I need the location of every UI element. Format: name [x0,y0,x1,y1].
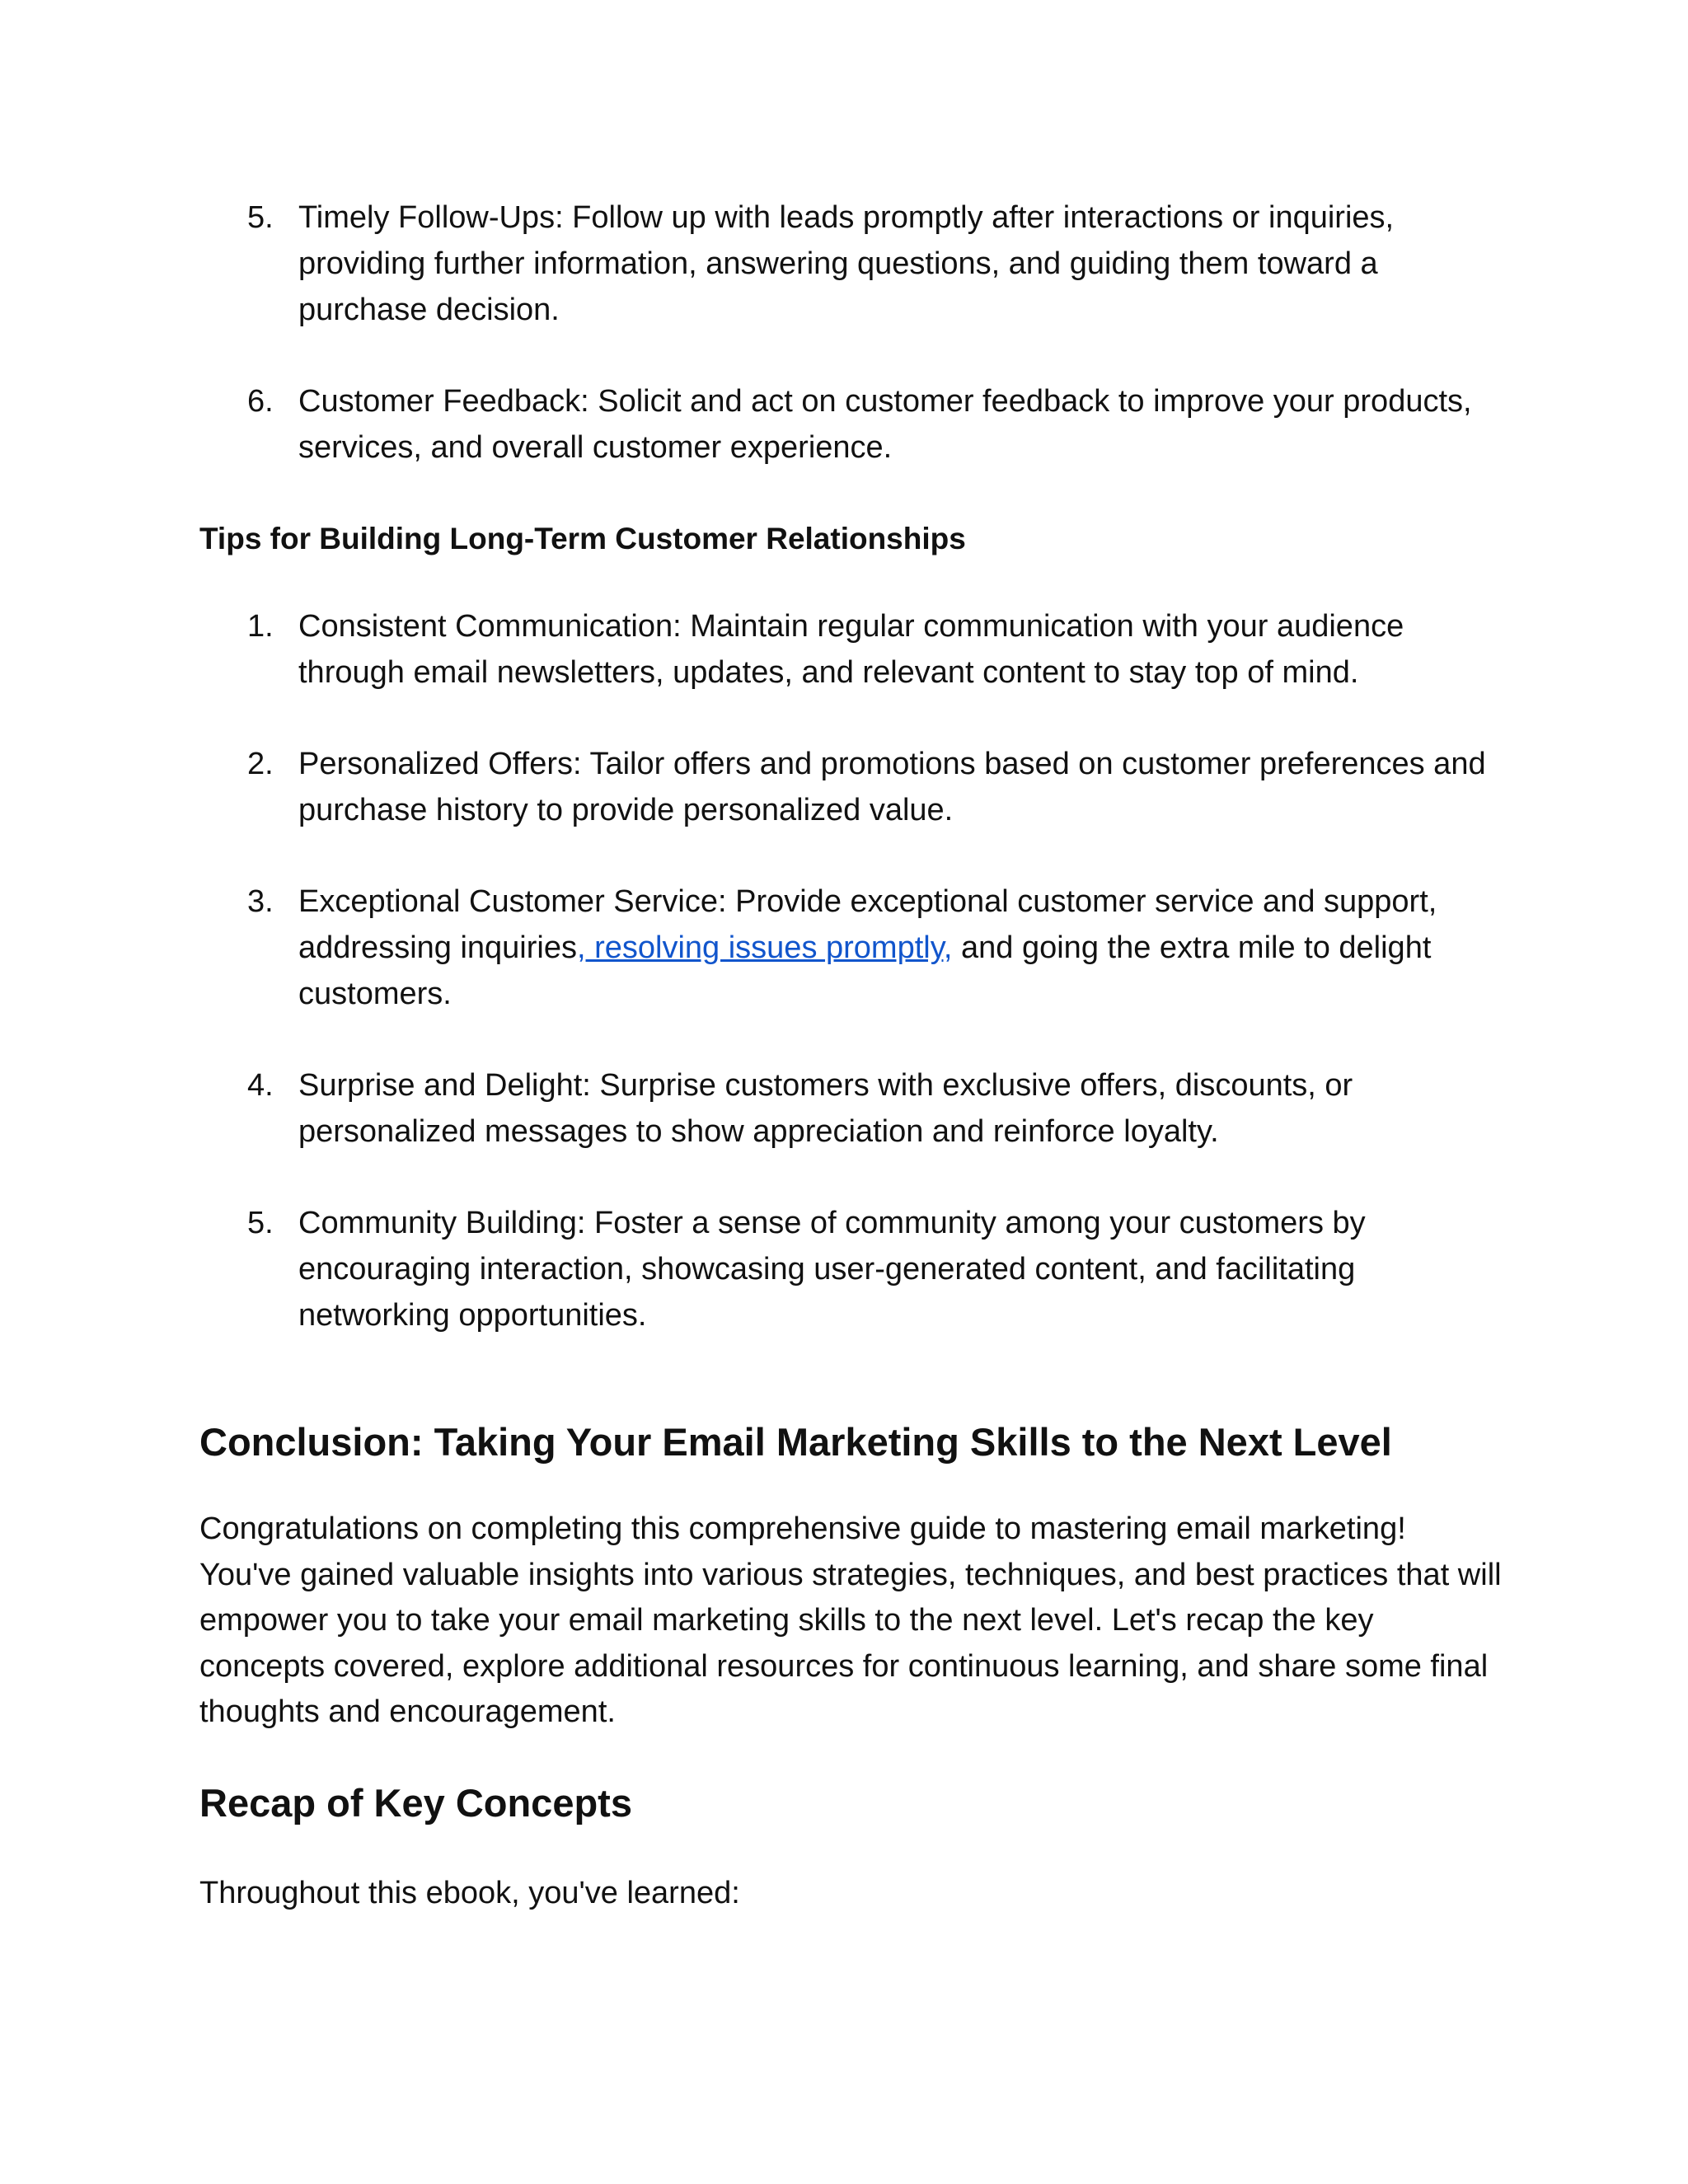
list-item [199,1062,1502,1155]
conclusion-heading: Conclusion: Taking Your Email Marketing Skills to the Next Level [199,1420,1392,1464]
follow-up-list [199,194,1502,471]
list-item [199,879,1502,1017]
list-item-text [298,884,1437,1011]
list-number: 2. [247,747,274,781]
list-item [199,603,1502,696]
list-item-text: Timely Follow-Ups: Follow up with leads promptly after interactions or inquiries, providing further information, answering questions, and guiding them toward a purchase decision. [298,200,1395,327]
list-item-text: Personalized Offers: Tailor offers and promotions based on customer preferences and purchase history to provide personalized value. [298,747,1486,827]
list-item [199,194,1502,333]
list-number: 5. [247,1206,274,1240]
recap-heading: Recap of Key Concepts [199,1780,632,1825]
list-item [199,378,1502,471]
list-item-text-after: and going the extra mile to delight customers. [298,930,1432,1011]
list-item-text-before: Exceptional Customer Service: Provide exceptional customer service and support, addressing inquiries [298,884,1437,965]
list-number: 5. [247,200,274,235]
list-item-text: Customer Feedback: Solicit and act on customer feedback to improve your products, services, and overall customer experience. [298,384,1472,465]
list-number: 3. [247,884,274,919]
list-number: 6. [247,384,274,419]
recap-intro: Throughout this ebook, you've learned: [199,1875,740,1910]
resolving-issues-link[interactable]: , resolving issues promptly, [576,930,953,965]
conclusion-paragraph: Congratulations on completing this comprehensive guide to mastering email marketing! You've gained valuable insights into various strategies, techniques, and best practices that will empower you to take your email marketing skills to the next level. Let's recap the key concepts covered, explore additional resources for continuous learning, and share some final thoughts and encouragement. [199,1511,1502,1729]
list-item-text: Consistent Communication: Maintain regular communication with your audience through email newsletters, updates, and relevant content to stay top of mind. [298,609,1404,690]
list-item [199,1200,1502,1338]
list-number: 1. [247,609,274,644]
tips-heading: Tips for Building Long-Term Customer Relationships [199,522,966,555]
list-item [199,741,1502,833]
list-item-text: Community Building: Foster a sense of community among your customers by encouraging interaction, showcasing user-generated content, and facilitating networking opportunities. [298,1206,1366,1333]
document-page [199,194,1502,1959]
list-number: 4. [247,1068,274,1103]
tips-list [199,603,1502,1338]
list-item-text: Surprise and Delight: Surprise customers with exclusive offers, discounts, or personalized messages to show appreciation and reinforce loyalty. [298,1068,1353,1149]
